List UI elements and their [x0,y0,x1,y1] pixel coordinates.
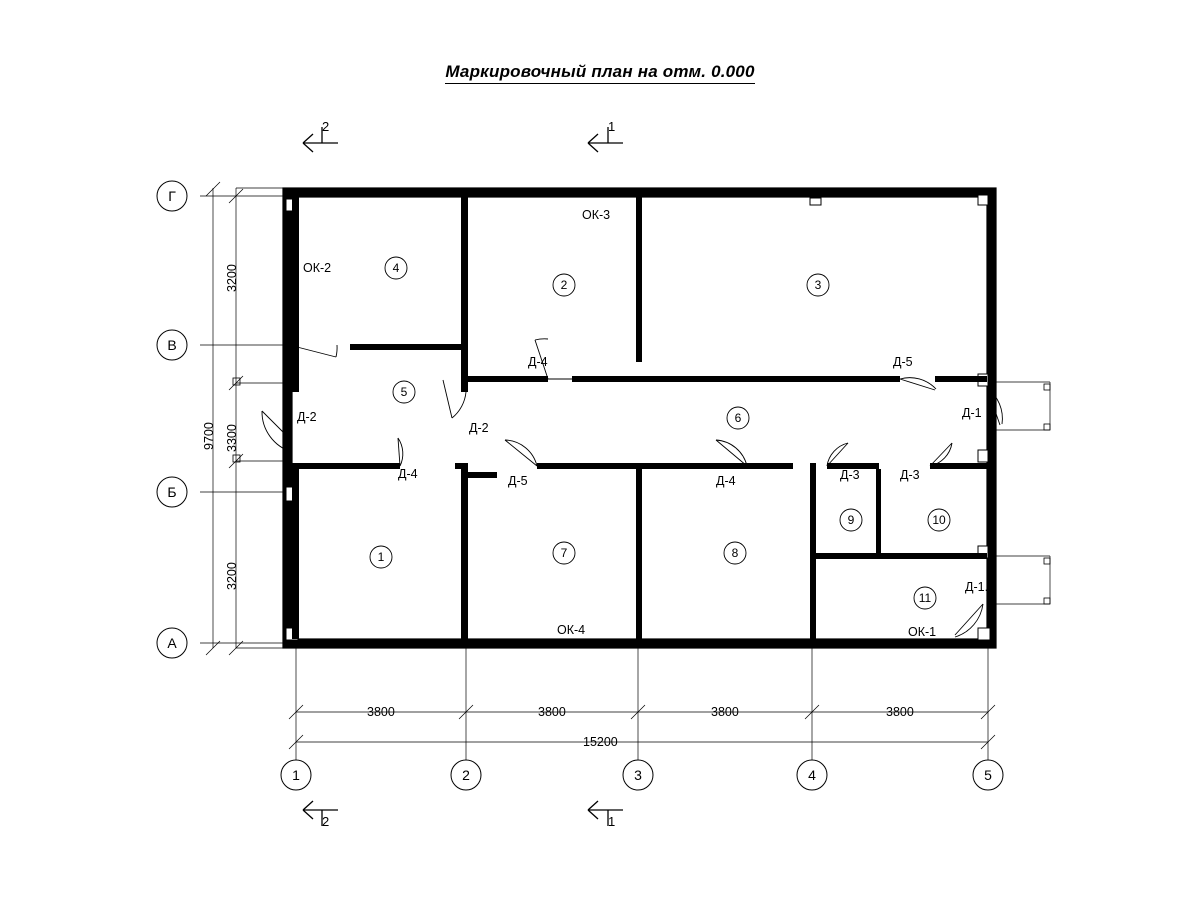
door-tag-d5-a: Д-5 [893,355,913,369]
room-number-3: 3 [814,278,822,292]
dimension-3800-1: 3800 [367,705,395,719]
section-mark-top-left: 2 [322,119,330,134]
axis-label-a: А [167,635,177,651]
dimension-3300-mid: 3300 [225,424,239,452]
room-number-5: 5 [400,385,408,399]
door-tag-d11: Д-1.1 [965,580,996,594]
window-tag-ok4: ОК-4 [557,623,586,637]
door-tag-d1: Д-1 [962,406,982,420]
room-number-8: 8 [731,546,739,560]
axis-label-5: 5 [984,767,992,783]
room-number-4: 4 [392,261,400,275]
axis-label-2: 2 [462,767,470,783]
dimension-3200-bottom: 3200 [225,562,239,590]
door-tag-d4-c: Д-4 [716,474,736,488]
door-tag-d5-b: Д-5 [508,474,528,488]
room-number-2: 2 [560,278,568,292]
drawing-title-text: Маркировочный план на отм. 0.000 [445,62,754,84]
door-tag-d4-b: Д-4 [398,467,418,481]
window-tag-ok2: ОК-2 [303,261,332,275]
room-number-7: 7 [560,546,568,560]
dimension-3200-top: 3200 [225,264,239,292]
door-tag-d2-b: Д-2 [469,421,489,435]
room-number-6: 6 [734,411,742,425]
axis-label-g: Г [168,188,176,204]
door-tag-d4-a: Д-4 [528,355,548,369]
dimension-3800-2: 3800 [538,705,566,719]
axis-label-v: В [167,337,177,353]
section-mark-bottom-left: 2 [322,814,330,829]
room-number-11: 11 [918,591,932,605]
dimension-15200: 15200 [583,735,618,749]
window-tag-ok3: ОК-3 [582,208,611,222]
axis-label-4: 4 [808,767,816,783]
section-mark-bottom-right: 1 [608,814,616,829]
door-tag-d3-b: Д-3 [900,468,920,482]
axis-label-1: 1 [292,767,300,783]
dimension-9700: 9700 [202,422,216,450]
room-number-10: 10 [932,513,946,527]
room-number-9: 9 [847,513,855,527]
dimension-3800-3: 3800 [711,705,739,719]
window-tag-ok1: ОК-1 [908,625,937,639]
door-tag-d2-a: Д-2 [297,410,317,424]
door-tag-d3-a: Д-3 [840,468,860,482]
dimension-3800-4: 3800 [886,705,914,719]
section-mark-top-right: 1 [608,119,616,134]
room-number-1: 1 [377,550,385,564]
axis-label-b: Б [167,484,177,500]
axis-label-3: 3 [634,767,642,783]
